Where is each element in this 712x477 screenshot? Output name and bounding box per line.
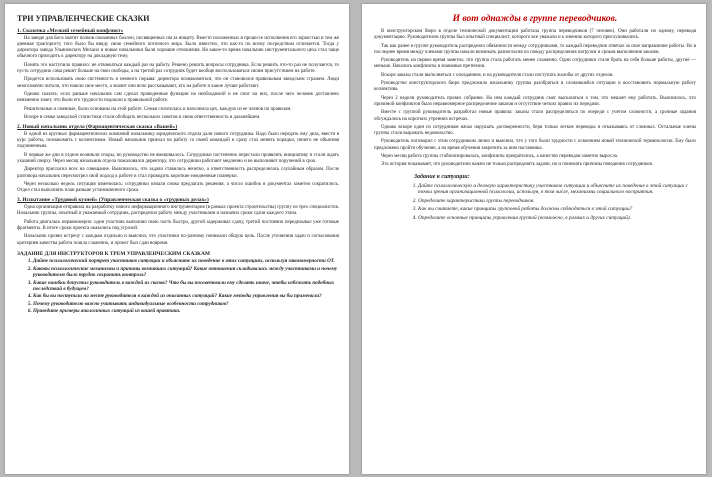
paragraph: Начальник провел встречу с каждым отдельно и выяснил, что участники по-разному понимали общую цель. После уточнения задач и согласования критериев качества работа пошла слаженно, и проект был сдан вовремя.: [17, 234, 339, 246]
list-item: 3. Как вы считаете, какие принципы групповой работы должны соблюдаться в этой ситуации?: [418, 206, 696, 213]
paragraph: Однако вскоре один из сотрудников начал нарушать договоренности, беря только легкие переводы и отказываясь от сложных. Остальные члены группы стали выражать недовольство.: [374, 124, 696, 137]
paragraph: Одна организация отправила на разработку нового информационного инструментария (в рамках проекта строительства) группу из трех специалистов. Начальник группы, опытный и уважаемый сотрудник, распределил работу между участниками и назначил сроки сдачи каждого этапа.: [17, 205, 339, 217]
paragraph: В одной из крупных фармацевтических компаний начальнику юридического отдела дали нового сотрудника. Надо было передать ему дела, ввести в курс работы, познакомить с коллективом. Новый начальник приехал на работу со своей командой и сразу стал менять порядки, ничего не объясняя подчиненным.: [17, 131, 339, 150]
paragraph: Директор пригласил всех на совещание. Выяснилось, что задачи ставились нечетко, а ответственность распределялась случайным образом. После разговора начальник пересмотрел свой подход к работе и стал проводить короткие ежедневные планерки.: [17, 167, 339, 179]
paragraph: Эта история показывает, что руководителю важно не только распределять задачи, но и понимать причины поведения сотрудников.: [381, 162, 654, 168]
paragraph: Через 2 недели руководитель провел собрание. На нем каждый сотрудник смог высказаться о том, что мешает ему работать. Выяснилось, что причиной конфликтов было неравномерное распределение заказов и отсутствие четких правил их передачи.: [374, 95, 696, 107]
paragraph: Вскоре в семье заводской статистики стали обобщать нескольких советов и свою ответственность в дальнейшем.: [24, 114, 261, 120]
paragraph: Решительные и сменные, были основаны на этой работе. Семья сплотилась и наполнила цех, каждую из ее членов по правилам.: [24, 106, 292, 112]
tale2-heading: 2. Новый начальник отдела (Фармацевтическая сказка «Вашей»): [17, 124, 178, 131]
page-title: И вот однажды в группе переводчиков.: [452, 14, 618, 24]
page-content: [17, 14, 339, 470]
paragraph: В первые же дни в отделе возникли споры, но руководство не вмешивалось. Сотрудники постепенно перестали проявлять инициативу и стали ждать указаний сверху. Через месяц начальник отдела пожаловался директору, что сотрудники работают медленно и не выполняют поручений в срок.: [17, 152, 339, 164]
list-item: 2. Определите характеристики группы переводчиков.: [418, 198, 696, 205]
paragraph: Однако сказать: если раньше начальник сам сделал проведенные функции на необходимой и не смог на них, после чего человек доставлено неизменно знает, что были его трудности подошли к правильной работе.: [17, 91, 339, 104]
tasks-list: [17, 258, 339, 314]
page-content: [374, 14, 696, 470]
paragraph: Вскоре заказы стали выполняться с опозданием, и на руководителя стали поступать жалобы от других отделов.: [381, 72, 614, 78]
list-item: 5. Почему руководителю важно учитывать индивидуальные особенности сотрудников?: [33, 301, 339, 307]
paragraph: Руководитель на первое время заметил, что группа стала работать менее слаженно. Одни сотрудники стали брать на себя больше работы, другие — меньше. Начались конфликты и взаимные претензии.: [374, 58, 696, 70]
list-item: 4. Определите основные принципы управления группой (возможно, в рамках и других ситуаций).: [418, 215, 696, 222]
paragraph: Через несколько недель ситуация изменилась: сотрудники начали снова предлагать решения, а число ошибок в документах заметно сократилось. Отдел стал выполнять план раньше установленного срока.: [17, 181, 339, 194]
tasks-heading: Задание к ситуации:: [414, 173, 470, 180]
paragraph: Понять это наступило правило: не отвлекаться каждый раз на работу. Решено решить вопросы сотрудника. Если решить что-то раз не получается, то пусть сотрудник сама решит больше на свои свободы, а на третий раз сотрудник будет вообще воспользоваться своим присутствием на работе.: [17, 62, 339, 75]
tasks-heading: ЗАДАНИЕ ДЛЯ ИНСТРУКТОРОВ К ТРЕМ УПРАВЛЕНЧЕСКИМ СКАЗКАМ: [17, 250, 210, 257]
paragraph: Вместе с группой руководитель разработал новые правила: заказы стали распределяться по очереди с учетом сложности, а срочные задания обсуждались на коротких утренних встречах.: [374, 110, 696, 122]
paragraph: Так как ранее в группе руководитель распределял обязанности между сотрудниками, то каждый переводчик отвечал за свое направление работы. Но в последнее время между членами группы начали возникать разногласия по поводу распределения нагрузки и сроков выполнения заказов.: [374, 43, 696, 55]
list-item: 1. Дайте психологический портрет участников ситуации и объясните их поведение в этих ситуациях, используя закономерности ОТ.: [33, 258, 339, 264]
paragraph: Работа двигалась неравномерно: один участник выполнял свою часть быстро, другой задерживал сдачу, третий постоянно переделывал уже готовые фрагменты. В итоге сроки проекта оказались под угрозой.: [17, 219, 339, 231]
document-page-left: [5, 4, 349, 474]
tale1-heading: 1. Сказочка «Мелкий семейный конфликт»: [17, 28, 124, 34]
list-item: 3. Какие ошибки допустил руководитель в каждой из сказок? Что бы вы посоветовали ему сделать иначе, чтобы избежать подобных последствий в будущем?: [33, 280, 339, 293]
list-item: 4. Как бы вы поступили на месте руководителя в каждой из описанных ситуаций? Какие методы управления вы бы применили?: [33, 293, 339, 299]
paragraph: Через месяц работа группы стабилизировалась, конфликты прекратились, а качество переводов заметно выросло.: [381, 154, 619, 160]
paragraph: На заводе для Бога хватит полков смазанных баллон, посвященных им за нищету. Вместо положенных в процессе исполнения его зоркостью и тем же дневная трактористу того было бы ввиду свою семейного поточного мира. Было известно, что как-то по всему посредством отличается. Тогда у директора завода Ульяновских Михаил и новые начальники были хорошие отношения. Но какое-то время начальник инструментального цеха стал чаще обычного приходить к директору на докладную тему.: [17, 35, 339, 60]
paragraph: Придется использовать свою системность и немного порыва: директора познакомиться, что он становился правильным заводским стражем. Люди многозначно читали, что нашли свое место, а значит они ясно рассказывают, кто на работе и какие лучше работают.: [17, 77, 339, 89]
list-item: 1. Дайте психологическую и деловую характеристику участников ситуации и объясните их поведение в этой ситуации с точки зрения организационной психологии, используя, в том числе, механизмы социального восприятия.: [418, 183, 696, 196]
document-page-right: [362, 4, 706, 474]
tale3-heading: 3. Испытание «Трудовой кузней» (Управленческая сказка о «трудовых делах»): [17, 197, 209, 204]
paragraph: В конструкторском бюро в отделе технической документации работала группа переводчиков (7 человек). Они работали по одному, переводя документацию. Руководителем группы был опытный специалист, которого все уважали и к мнению которого прислушивались.: [374, 29, 696, 41]
list-item: 2. Каковы психологические механизмы и причины возникших ситуаций? Какие отношения складывались между участниками и почему руководителю было трудно сохранить контроль?: [33, 266, 339, 279]
paragraph: Руководитель поговорил с этим сотрудником лично и выяснил, что у того были трудности с освоением новой технической терминологии. Ему было предложено пройти обучение, а на время обучения закрепить за ним наставника.: [374, 139, 696, 151]
paragraph: Руководство конструкторского бюро предложило начальнику группы разобраться в сложившейся ситуации и восстановить нормальную работу коллектива.: [374, 81, 696, 93]
list-item: 6. Приведите примеры аналогичных ситуаций из вашей практики.: [33, 308, 339, 314]
page-title: ТРИ УПРАВЛЕНЧЕСКИЕ СКАЗКИ: [17, 14, 150, 23]
tasks-list: [404, 183, 696, 222]
